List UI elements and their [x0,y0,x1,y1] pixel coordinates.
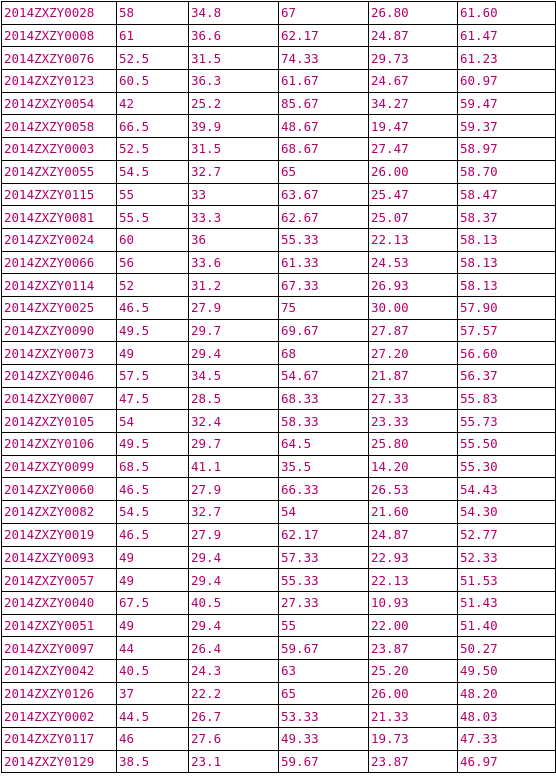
table-row [2,455,556,478]
id-cell: 2014ZXZY0114 [2,274,117,297]
total-cell: 59.37 [458,115,556,138]
table-row [2,24,556,47]
table-row [2,501,556,524]
score-b-cell: 63 [279,659,369,682]
total-cell: 55.50 [458,433,556,456]
weighted-a-cell: 31.5 [189,47,279,70]
table-row [2,228,556,251]
id-cell: 2014ZXZY0126 [2,682,117,705]
total-cell: 46.97 [458,750,556,773]
total-cell: 60.97 [458,70,556,93]
weighted-b-cell: 27.47 [369,138,458,161]
weighted-a-cell: 25.2 [189,92,279,115]
table-row [2,728,556,751]
total-cell: 58.13 [458,274,556,297]
weighted-a-cell: 32.7 [189,501,279,524]
weighted-b-cell: 23.87 [369,637,458,660]
table-row [2,682,556,705]
weighted-b-cell: 22.13 [369,569,458,592]
score-a-cell: 49.5 [117,319,189,342]
score-b-cell: 55.33 [279,569,369,592]
score-a-cell: 49 [117,342,189,365]
weighted-b-cell: 26.00 [369,160,458,183]
weighted-a-cell: 34.5 [189,365,279,388]
weighted-b-cell: 22.13 [369,228,458,251]
id-cell: 2014ZXZY0051 [2,614,117,637]
weighted-b-cell: 34.27 [369,92,458,115]
total-cell: 58.47 [458,183,556,206]
weighted-b-cell: 24.53 [369,251,458,274]
total-cell: 55.83 [458,387,556,410]
table-row [2,614,556,637]
total-cell: 54.43 [458,478,556,501]
score-a-cell: 40.5 [117,659,189,682]
weighted-b-cell: 19.73 [369,728,458,751]
total-cell: 58.37 [458,206,556,229]
weighted-b-cell: 14.20 [369,455,458,478]
id-cell: 2014ZXZY0019 [2,523,117,546]
score-b-cell: 58.33 [279,410,369,433]
score-a-cell: 46.5 [117,523,189,546]
score-b-cell: 85.67 [279,92,369,115]
score-a-cell: 37 [117,682,189,705]
score-b-cell: 68.67 [279,138,369,161]
weighted-a-cell: 40.5 [189,591,279,614]
weighted-b-cell: 26.80 [369,2,458,25]
id-cell: 2014ZXZY0057 [2,569,117,592]
weighted-a-cell: 29.4 [189,614,279,637]
weighted-b-cell: 21.33 [369,705,458,728]
table-row [2,274,556,297]
total-cell: 49.50 [458,659,556,682]
id-cell: 2014ZXZY0082 [2,501,117,524]
id-cell: 2014ZXZY0099 [2,455,117,478]
score-a-cell: 52.5 [117,47,189,70]
weighted-b-cell: 21.87 [369,365,458,388]
score-b-cell: 62.17 [279,24,369,47]
weighted-b-cell: 26.00 [369,682,458,705]
score-b-cell: 74.33 [279,47,369,70]
score-b-cell: 55.33 [279,228,369,251]
score-b-cell: 63.67 [279,183,369,206]
score-b-cell: 59.67 [279,637,369,660]
weighted-a-cell: 32.4 [189,410,279,433]
score-b-cell: 65 [279,160,369,183]
weighted-a-cell: 28.5 [189,387,279,410]
score-b-cell: 64.5 [279,433,369,456]
score-b-cell: 48.67 [279,115,369,138]
table-row [2,296,556,319]
score-b-cell: 55 [279,614,369,637]
score-b-cell: 62.67 [279,206,369,229]
score-a-cell: 66.5 [117,115,189,138]
weighted-a-cell: 34.8 [189,2,279,25]
score-a-cell: 60 [117,228,189,251]
weighted-b-cell: 30.00 [369,296,458,319]
total-cell: 47.33 [458,728,556,751]
weighted-b-cell: 25.07 [369,206,458,229]
score-a-cell: 68.5 [117,455,189,478]
total-cell: 57.57 [458,319,556,342]
score-a-cell: 58 [117,2,189,25]
total-cell: 52.77 [458,523,556,546]
id-cell: 2014ZXZY0097 [2,637,117,660]
score-b-cell: 67 [279,2,369,25]
weighted-b-cell: 25.80 [369,433,458,456]
weighted-a-cell: 31.2 [189,274,279,297]
weighted-b-cell: 23.87 [369,750,458,773]
total-cell: 61.60 [458,2,556,25]
id-cell: 2014ZXZY0073 [2,342,117,365]
score-a-cell: 49 [117,546,189,569]
weighted-a-cell: 22.2 [189,682,279,705]
score-b-cell: 62.17 [279,523,369,546]
total-cell: 54.30 [458,501,556,524]
table-row [2,365,556,388]
weighted-b-cell: 19.47 [369,115,458,138]
weighted-a-cell: 26.4 [189,637,279,660]
weighted-a-cell: 39.9 [189,115,279,138]
score-b-cell: 57.33 [279,546,369,569]
total-cell: 58.13 [458,251,556,274]
id-cell: 2014ZXZY0090 [2,319,117,342]
id-cell: 2014ZXZY0058 [2,115,117,138]
id-cell: 2014ZXZY0054 [2,92,117,115]
id-cell: 2014ZXZY0040 [2,591,117,614]
score-a-cell: 54.5 [117,501,189,524]
id-cell: 2014ZXZY0076 [2,47,117,70]
table-row [2,342,556,365]
id-cell: 2014ZXZY0007 [2,387,117,410]
score-table-body [2,2,556,773]
weighted-a-cell: 36 [189,228,279,251]
weighted-b-cell: 21.60 [369,501,458,524]
score-a-cell: 46.5 [117,296,189,319]
id-cell: 2014ZXZY0106 [2,433,117,456]
weighted-a-cell: 24.3 [189,659,279,682]
score-b-cell: 69.67 [279,319,369,342]
total-cell: 57.90 [458,296,556,319]
total-cell: 48.20 [458,682,556,705]
score-b-cell: 49.33 [279,728,369,751]
score-table [1,1,556,773]
score-a-cell: 54.5 [117,160,189,183]
table-row [2,433,556,456]
weighted-a-cell: 29.7 [189,433,279,456]
weighted-b-cell: 27.20 [369,342,458,365]
weighted-b-cell: 22.93 [369,546,458,569]
id-cell: 2014ZXZY0055 [2,160,117,183]
score-a-cell: 44.5 [117,705,189,728]
total-cell: 48.03 [458,705,556,728]
id-cell: 2014ZXZY0008 [2,24,117,47]
score-a-cell: 44 [117,637,189,660]
id-cell: 2014ZXZY0028 [2,2,117,25]
score-b-cell: 54 [279,501,369,524]
weighted-a-cell: 29.7 [189,319,279,342]
table-row [2,478,556,501]
score-b-cell: 75 [279,296,369,319]
weighted-a-cell: 27.6 [189,728,279,751]
score-b-cell: 67.33 [279,274,369,297]
table-row [2,523,556,546]
weighted-b-cell: 25.47 [369,183,458,206]
id-cell: 2014ZXZY0105 [2,410,117,433]
id-cell: 2014ZXZY0025 [2,296,117,319]
weighted-b-cell: 27.33 [369,387,458,410]
weighted-b-cell: 24.67 [369,70,458,93]
weighted-a-cell: 23.1 [189,750,279,773]
weighted-b-cell: 29.73 [369,47,458,70]
score-a-cell: 67.5 [117,591,189,614]
id-cell: 2014ZXZY0117 [2,728,117,751]
score-a-cell: 46.5 [117,478,189,501]
score-a-cell: 49.5 [117,433,189,456]
id-cell: 2014ZXZY0060 [2,478,117,501]
score-a-cell: 52.5 [117,138,189,161]
score-b-cell: 68.33 [279,387,369,410]
table-row [2,92,556,115]
table-row [2,115,556,138]
table-row [2,750,556,773]
id-cell: 2014ZXZY0081 [2,206,117,229]
id-cell: 2014ZXZY0093 [2,546,117,569]
score-a-cell: 38.5 [117,750,189,773]
total-cell: 55.73 [458,410,556,433]
total-cell: 51.53 [458,569,556,592]
table-row [2,160,556,183]
table-row [2,206,556,229]
score-a-cell: 42 [117,92,189,115]
total-cell: 55.30 [458,455,556,478]
weighted-a-cell: 33 [189,183,279,206]
score-a-cell: 47.5 [117,387,189,410]
id-cell: 2014ZXZY0042 [2,659,117,682]
weighted-a-cell: 26.7 [189,705,279,728]
weighted-a-cell: 29.4 [189,342,279,365]
total-cell: 56.37 [458,365,556,388]
weighted-a-cell: 32.7 [189,160,279,183]
weighted-a-cell: 27.9 [189,523,279,546]
score-a-cell: 61 [117,24,189,47]
score-b-cell: 68 [279,342,369,365]
total-cell: 56.60 [458,342,556,365]
weighted-a-cell: 33.6 [189,251,279,274]
score-b-cell: 54.67 [279,365,369,388]
id-cell: 2014ZXZY0002 [2,705,117,728]
score-a-cell: 49 [117,569,189,592]
total-cell: 52.33 [458,546,556,569]
table-row [2,183,556,206]
table-row [2,410,556,433]
id-cell: 2014ZXZY0123 [2,70,117,93]
total-cell: 61.23 [458,47,556,70]
weighted-b-cell: 25.20 [369,659,458,682]
table-row [2,251,556,274]
id-cell: 2014ZXZY0066 [2,251,117,274]
weighted-b-cell: 23.33 [369,410,458,433]
weighted-b-cell: 22.00 [369,614,458,637]
table-row [2,2,556,25]
table-row [2,47,556,70]
weighted-a-cell: 27.9 [189,478,279,501]
score-b-cell: 59.67 [279,750,369,773]
table-row [2,637,556,660]
score-b-cell: 27.33 [279,591,369,614]
score-b-cell: 65 [279,682,369,705]
table-row [2,546,556,569]
score-b-cell: 61.33 [279,251,369,274]
table-row [2,138,556,161]
table-row [2,659,556,682]
weighted-b-cell: 10.93 [369,591,458,614]
score-a-cell: 54 [117,410,189,433]
score-a-cell: 52 [117,274,189,297]
score-b-cell: 66.33 [279,478,369,501]
weighted-a-cell: 29.4 [189,546,279,569]
total-cell: 59.47 [458,92,556,115]
weighted-a-cell: 33.3 [189,206,279,229]
table-row [2,387,556,410]
score-a-cell: 57.5 [117,365,189,388]
table-row [2,569,556,592]
weighted-b-cell: 26.93 [369,274,458,297]
table-row [2,705,556,728]
weighted-b-cell: 26.53 [369,478,458,501]
weighted-a-cell: 29.4 [189,569,279,592]
weighted-b-cell: 24.87 [369,24,458,47]
weighted-a-cell: 41.1 [189,455,279,478]
weighted-a-cell: 31.5 [189,138,279,161]
score-a-cell: 49 [117,614,189,637]
weighted-b-cell: 24.87 [369,523,458,546]
weighted-a-cell: 36.6 [189,24,279,47]
id-cell: 2014ZXZY0129 [2,750,117,773]
score-b-cell: 53.33 [279,705,369,728]
total-cell: 51.43 [458,591,556,614]
total-cell: 58.13 [458,228,556,251]
total-cell: 61.47 [458,24,556,47]
weighted-b-cell: 27.87 [369,319,458,342]
id-cell: 2014ZXZY0046 [2,365,117,388]
weighted-a-cell: 27.9 [189,296,279,319]
score-a-cell: 56 [117,251,189,274]
total-cell: 58.70 [458,160,556,183]
score-a-cell: 55.5 [117,206,189,229]
score-a-cell: 55 [117,183,189,206]
table-row [2,319,556,342]
table-row [2,70,556,93]
total-cell: 58.97 [458,138,556,161]
score-a-cell: 60.5 [117,70,189,93]
table-row [2,591,556,614]
score-b-cell: 35.5 [279,455,369,478]
id-cell: 2014ZXZY0115 [2,183,117,206]
score-b-cell: 61.67 [279,70,369,93]
weighted-a-cell: 36.3 [189,70,279,93]
total-cell: 50.27 [458,637,556,660]
id-cell: 2014ZXZY0003 [2,138,117,161]
score-a-cell: 46 [117,728,189,751]
id-cell: 2014ZXZY0024 [2,228,117,251]
total-cell: 51.40 [458,614,556,637]
